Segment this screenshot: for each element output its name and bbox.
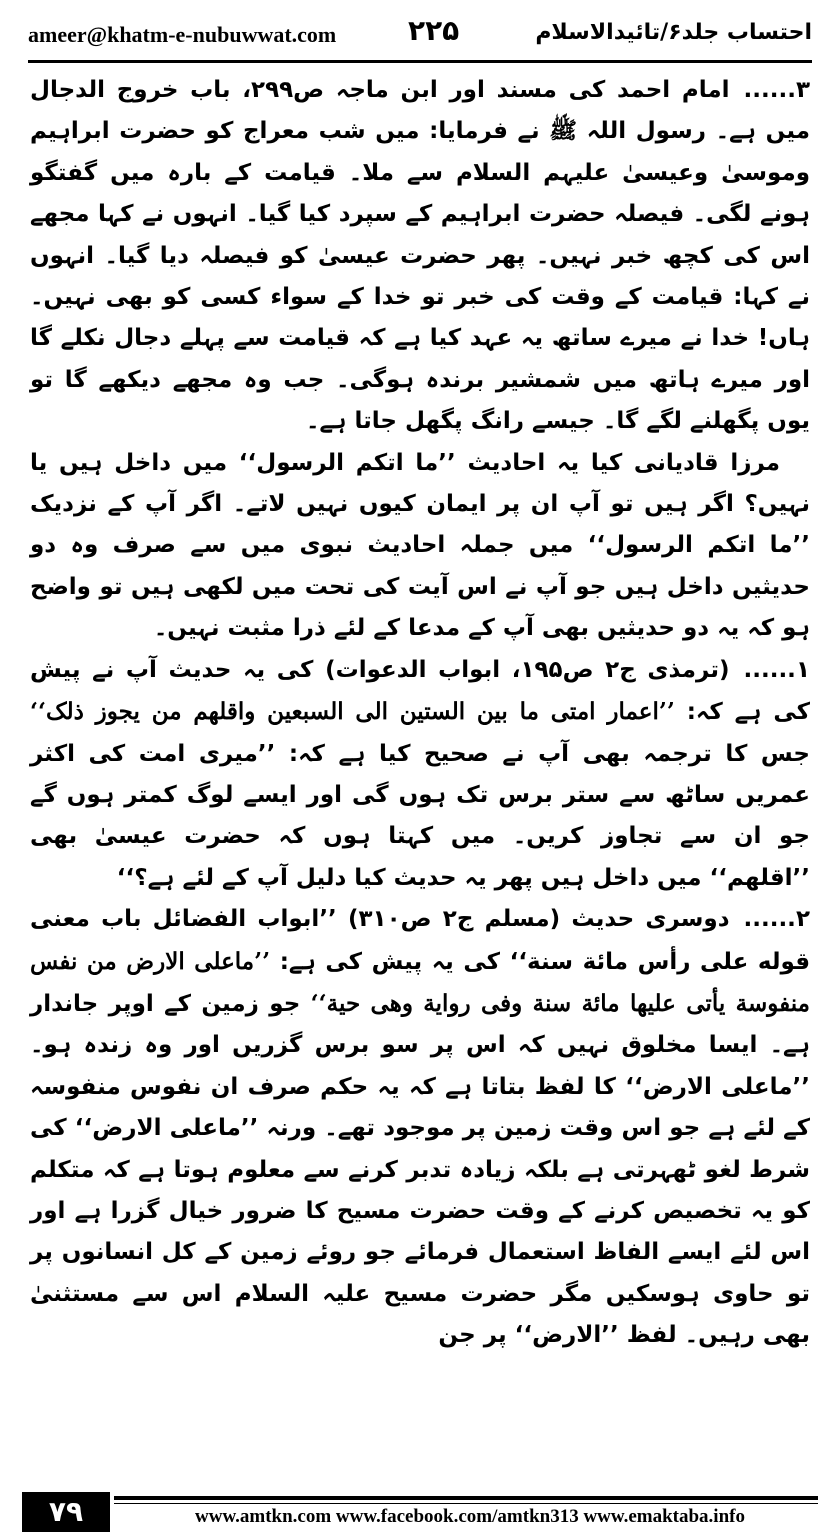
header-page-number: ۲۲۵ bbox=[408, 14, 460, 47]
paragraph-2-citation: دوسری حدیث (مسلم ج۲ ص۳۱۰) ’’ابواب الفضائل باب معنی قوله علی رأس مائة سنة‘‘ کی یہ پیش کی ہے: bbox=[30, 906, 811, 975]
paragraph-1-hadith: ’’اعمار امتی ما بین الستین الی السبعین واقلهم من یجوز ذلک‘‘ bbox=[30, 698, 675, 726]
paragraph-1-citation: (ترمذی ج۲ ص۱۹۵، ابواب الدعوات) کی یہ حدیث آپ نے پیش کی ہے کہ: bbox=[30, 656, 810, 726]
footer-sheet-number: ۷۹ bbox=[22, 1492, 110, 1532]
footer-urls: www.amtkn.com www.facebook.com/amtkn313 www.emaktaba.info bbox=[195, 1506, 745, 1527]
paragraph-3 bbox=[30, 70, 810, 443]
footer-divider-thick bbox=[114, 1496, 818, 1500]
paragraph-2-number: ۲...... bbox=[743, 906, 810, 933]
paragraph-1-number: ۱...... bbox=[743, 656, 810, 683]
paragraph-1-translation: جس کا ترجمہ بھی آپ نے صحیح کیا ہے کہ: ’’میری امت کی اکثر عمریں ساٹھ سے ستر برس تک ہوں گی اور ایسے لوگ کمتر ہوں گے جو ان سے تجاوز کریں۔ میں کہتا ہوں کہ حضرت عیسیٰ بھی ’’اقلهم‘‘ میں داخل ہیں پھر یہ حدیث کیا دلیل آپ کے لئے ہے؟‘‘ bbox=[30, 740, 810, 891]
paragraph-3-number: ۳...... bbox=[743, 77, 811, 103]
page-body bbox=[30, 70, 810, 1357]
page-footer bbox=[22, 1492, 818, 1532]
header-book-title: احتساب جلد۶/تائیدالاسلام bbox=[535, 20, 812, 45]
paragraph-2-commentary: جو زمین کے اوپر جاندار ہے۔ ایسا مخلوق نہیں کہ اس پر سو برس گزریں اور وہ زندہ ہو۔ ’’ماعلی الارض‘‘ کا لفظ بتاتا ہے کہ یہ حکم صرف ان نفوس منفوسہ کے لئے ہے جو اس وقت زمین پر موجود تھے۔ ورنہ ’’ماعلی الارض‘‘ کی شرط لغو ٹھہرتی ہے بلکہ زیادہ تدبر کرنے سے معلوم ہوتا ہے کہ متکلم کو یہ تخصیص کرنے کے وقت حضرت مسیح کا ضرور خیال گزرا ہے اور اس لئے ایسے الفاظ استعمال فرمائے جو روئے زمین کے کل انسانوں پر تو حاوی ہوسکیں مگر حضرت مسیح علیہ السلام اس سے مستثنیٰ بھی رہیں۔ لفظ ’’الارض‘‘ پر جن bbox=[30, 990, 810, 1349]
paragraph-mirza-text: مرزا قادیانی کیا یہ احادیث ’’ما اتکم الرسول‘‘ میں داخل ہیں یا نہیں؟ اگر ہیں تو آپ ان پر ایمان کیوں نہیں لاتے۔ اگر آپ کے نزدیک ’’ما اتکم الرسول‘‘ میں جملہ احادیث نبوی میں سے صرف وہ دو حدیثیں داخل ہیں جو آپ نے اس آیت کی تحت میں لکھی ہیں تو واضح ہو کہ یہ دو حدیثیں بھی آپ کے مدعا کے لئے ذرا مثبت نہیں۔ bbox=[30, 449, 810, 642]
footer-divider-thin bbox=[114, 1503, 818, 1504]
paragraph-3-text: امام احمد کی مسند اور ابن ماجہ ص۲۹۹، باب خروج الدجال میں ہے۔ رسول اللہ ﷺ نے فرمایا: میں شب معراج کو حضرت ابراہیم وموسیٰ وعیسیٰ علیہم السلام سے ملا۔ قیامت کے بارہ میں گفتگو ہونے لگی۔ فیصلہ حضرت ابراہیم کے سپرد کیا گیا۔ انہوں نے کہا مجھے اس کی کچھ خبر نہیں۔ پھر حضرت عیسیٰ کو فیصلہ دیا گیا۔ انہوں نے کہا: قیامت کے وقت کی خبر تو خدا کے سواء کسی کو بھی نہیں۔ ہاں! خدا نے میرے ساتھ یہ عہد کیا ہے کہ قیامت سے پہلے دجال نکلے گا اور میرے ہاتھ میں شمشیر برندہ ہوگی۔ جب وہ مجھے دیکھے گا تو یوں پگھلنے لگے گا۔ جیسے رانگ پگھل جاتا ہے۔ bbox=[30, 77, 810, 435]
paragraph-2 bbox=[30, 899, 810, 1356]
paragraph-mirza bbox=[30, 443, 810, 650]
paragraph-2-hadith: ’’ماعلی الارض من نفس منفوسة یأتی علیها مائة سنة وفی روایة وهی حیة‘‘ bbox=[30, 947, 810, 1017]
paragraph-1 bbox=[30, 650, 810, 899]
page-header bbox=[28, 14, 812, 54]
header-email: ameer@khatm-e-nubuwwat.com bbox=[28, 22, 337, 47]
header-divider bbox=[28, 60, 812, 63]
